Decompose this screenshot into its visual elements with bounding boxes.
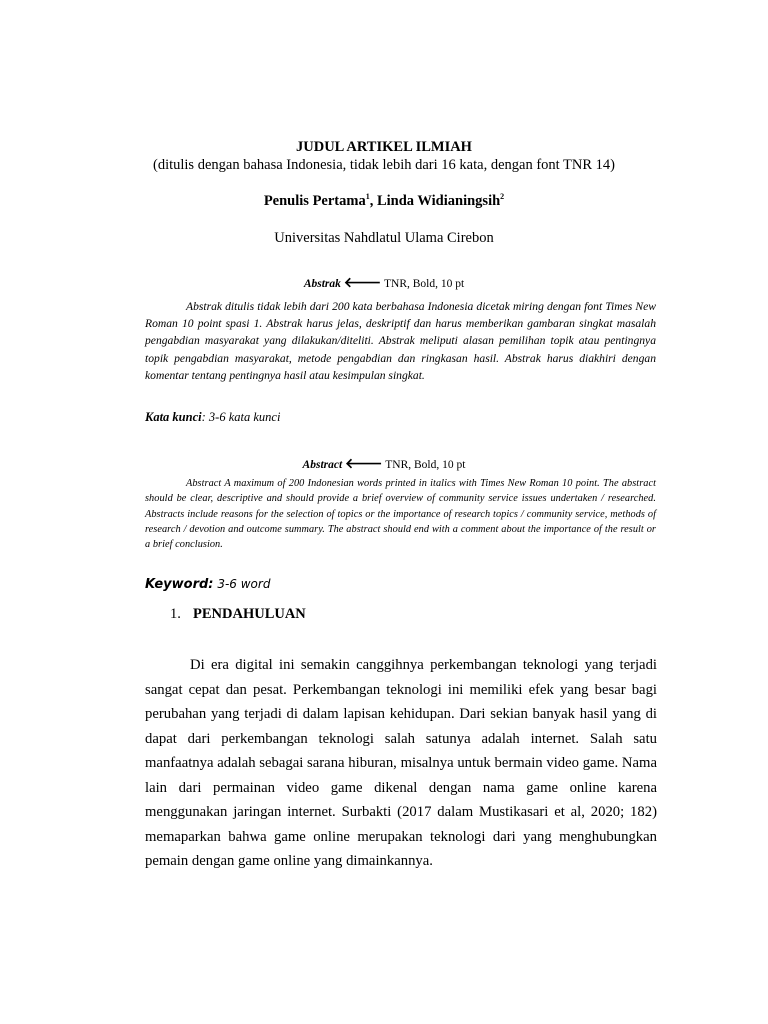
keyword-value: 3-6 word bbox=[213, 577, 271, 591]
section-title: PENDAHULUAN bbox=[193, 606, 306, 622]
abstract-heading-note: TNR, Bold, 10 pt bbox=[385, 459, 466, 471]
kata-kunci-value: : 3-6 kata kunci bbox=[201, 410, 281, 424]
author-first-sup: 1 bbox=[365, 192, 370, 202]
keyword-label: Keyword: bbox=[145, 577, 214, 592]
author-first: Penulis Pertama bbox=[263, 193, 366, 209]
article-subtitle: (ditulis dengan bahasa Indonesia, tidak lebih dari 16 kata, dengan font TNR 14) bbox=[152, 157, 615, 173]
kata-kunci-line bbox=[145, 410, 280, 425]
article-title: JUDUL ARTIKEL ILMIAH bbox=[296, 139, 472, 155]
arrow-left-icon: 🡐 bbox=[343, 276, 382, 291]
abstrak-body: Abstrak ditulis tidak lebih dari 200 kata berbahasa Indonesia dicetak miring dengan font Times New Roman 10 point spasi 1. Abstrak harus jelas, deskriptif dan harus memberikan gambaran singkat masalah pengabdian masyarakat yang dilakukan/diteliti. Abstrak meliputi alasan pemilihan topik atau pentingnya topik pengabdian masyarakat, metode pengabdian dan ringkasan hasil. Abstrak harus diakhiri dengan komentar tentang pentingnya hasil atau kesimpulan singkat. bbox=[145, 300, 656, 382]
author-line bbox=[0, 193, 768, 210]
abstrak-heading-label: Abstrak bbox=[303, 278, 341, 290]
abstract-heading-label: Abstract bbox=[302, 459, 343, 471]
section-number: 1. bbox=[170, 606, 181, 622]
affiliation: Universitas Nahdlatul Ulama Cirebon bbox=[274, 230, 494, 246]
abstract-body: Abstract A maximum of 200 Indonesian words printed in italics with Times New Roman 10 point. The abstract should be clear, descriptive and should provide a brief overview of community service issues undertaken / researched. Abstracts include reasons for the selection of topics or the importance of research topics / community service, methods of research / devotion and outcome summary. The abstract should end with a comment about the importance of the result or a brief conclusion. bbox=[145, 478, 656, 551]
abstrak-heading-note: TNR, Bold, 10 pt bbox=[383, 278, 465, 290]
author-second-sup: 2 bbox=[500, 192, 505, 202]
author-second: Linda Widianingsih bbox=[376, 193, 501, 209]
abstract-heading bbox=[0, 455, 768, 473]
author-separator: , bbox=[369, 193, 377, 209]
section-body: Di era digital ini semakin canggihnya perkembangan teknologi yang terjadi sangat cepat dan pesat. Perkembangan teknologi ini memiliki efek yang besar bagi perubahan yang terjadi di dalam lapisan kehidupan. Dari sekian banyak hasil yang di dapat dari perkembangan teknologi salah satunya adalah internet. Salah satu manfaatnya adalah sebagai sarana hiburan, misalnya untuk bermain video game. Nama lain dari permainan video game dikenal dengan nama game online karena menggunakan jaringan internet. Surbakti (2017 dalam Mustikasari et al, 2020; 182) memaparkan bahwa game online merupakan teknologi dari yang menghubungkan pemain dengan game online yang dimainkannya. bbox=[145, 657, 657, 869]
arrow-left-icon: 🡐 bbox=[345, 457, 383, 472]
kata-kunci-label: Kata kunci bbox=[145, 410, 202, 424]
abstrak-heading bbox=[0, 274, 768, 292]
keyword-line bbox=[145, 577, 270, 592]
